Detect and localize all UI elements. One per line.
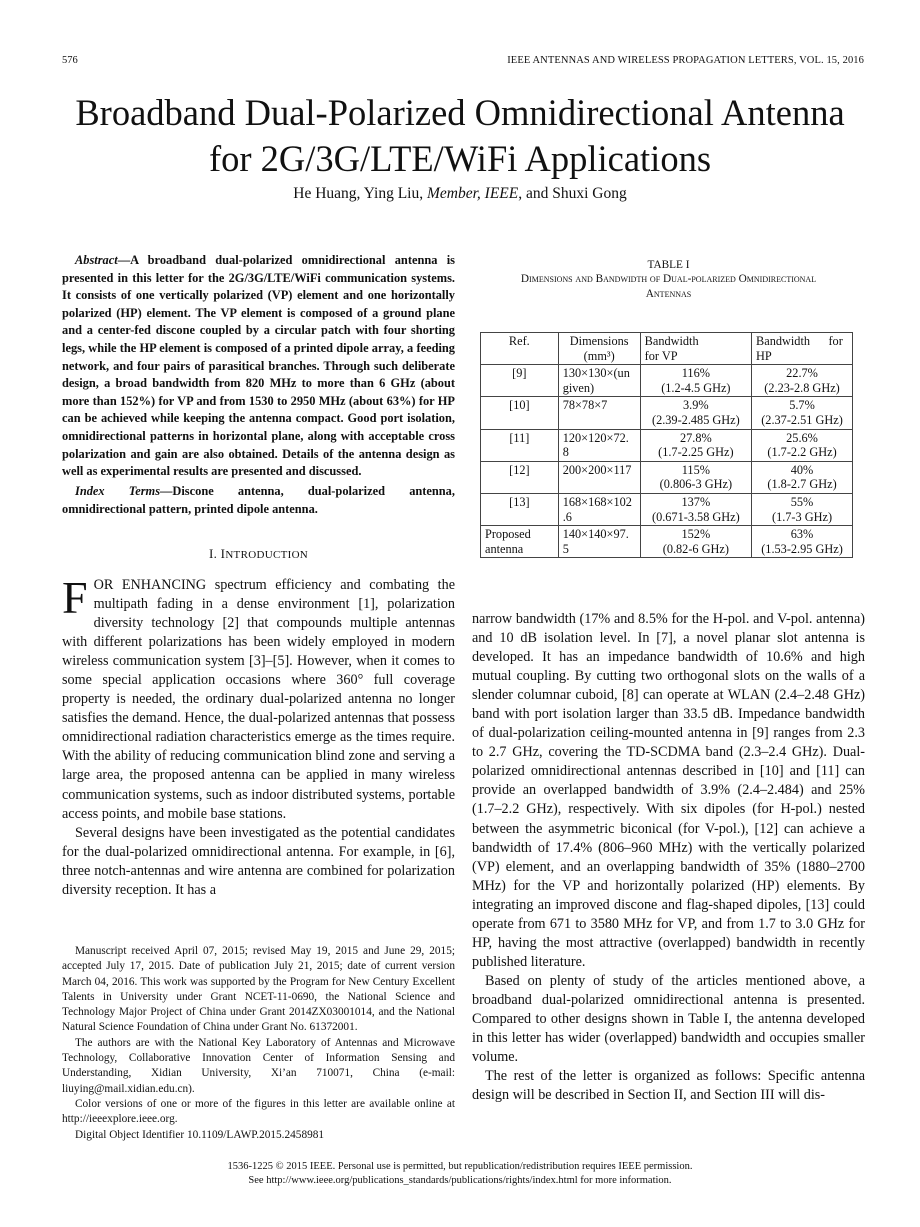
cell-bandwidth-vp: 152% (0.82-6 GHz)	[640, 526, 751, 558]
footnote-received: Manuscript received April 07, 2015; revised May 19, 2015 and June 29, 2015; accepted July 17, 2015. Date of publication July 21, 2015; date of current version March 04, 2016. This work was supported by the Program for New Century Excellent Talents in University under Grant NCET-11-0690, the National Science and Technology Major Project of China under Grant 2014ZX03001014, and the National Natural Science Foundation of China under Grant No. 61372001.	[62, 945, 455, 1034]
table-label: TABLE I	[647, 259, 690, 271]
table-caption-line-2: Antennas	[645, 287, 692, 300]
cell-bandwidth-hp: 25.6% (1.7-2.2 GHz)	[752, 429, 853, 461]
cell-ref: [12]	[481, 461, 559, 493]
author-list: He Huang, Ying Liu, Member, IEEE, and Shuxi Gong	[293, 185, 627, 202]
right-column-body	[472, 610, 865, 1105]
cell-dimensions: 200×200×117	[558, 461, 640, 493]
intro-paragraph-2: Several designs have been investigated as the potential candidates for the dual-polarized omnidirectional antenna. For example, in [6], three notch-antennas and wire antenna are combined for polarization diversity reception. It has a	[62, 824, 455, 898]
cell-ref: Proposed antenna	[481, 526, 559, 558]
dimensions-table	[480, 332, 853, 558]
abstract	[62, 252, 455, 481]
cell-dimensions: 120×120×72. 8	[558, 429, 640, 461]
table-row	[481, 365, 853, 397]
section-heading-introduction	[62, 546, 455, 562]
author-names: He Huang, Ying Liu	[293, 185, 420, 202]
index-terms	[62, 483, 455, 518]
abstract-text: —A broadband dual-polarized omnidirectional antenna is presented in this letter for the 2G/3G/LTE/WiFi communication systems. It consists of one vertically polarized (VP) element and one horizontally polarized (HP) element. The VP element is composed of a ground plane and a center-fed discone coupled by a circular patch with four shorting legs, while the HP element is composed of a printed dipole array, a feeding network, and four pairs of parasitical branches. Through such deliberate design, a broad bandwidth from 820 MHz to more than 6 GHz (about more than 152%) for VP and from 1530 to 2950 MHz (about 63%) for HP can be achieved while keeping the antenna compact. Good port isolation, omnidirectional patterns in horizontal plane, along with acceptable cross polarization and gain are also obtained. Details of the antenna design as well as experimental results are presented and discussed.	[62, 253, 455, 479]
table-row	[481, 429, 853, 461]
cell-bandwidth-hp: 22.7% (2.23-2.8 GHz)	[752, 365, 853, 397]
cell-bandwidth-hp: 55% (1.7-3 GHz)	[752, 493, 853, 525]
header-ref: Ref.	[481, 333, 559, 365]
footnote-color: Color versions of one or more of the figures in this letter are available online at http://ieeexplore.ieee.org.	[62, 1097, 455, 1126]
intro-paragraph-1	[62, 572, 455, 824]
copyright-notice	[0, 1160, 920, 1188]
table-row	[481, 526, 853, 558]
right-paragraph-1: narrow bandwidth (17% and 8.5% for the H-pol. and V-pol. antenna) and 10 dB isolation level. In [7], a novel planar slot antenna is developed. It has an impedance bandwidth of 10.6% and high mutual coupling. By cutting two orthogonal slots on the walls of a slender columnar cuboid, [8] can operate at WLAN (2.4–2.48 GHz) band with port isolation larger than 33.5 dB. Impedance bandwidth of dual-polarization ceiling-mounted antenna in [9] ranges from 2.3 to 2.7 GHz, covering the TD-SCDMA band (2.3–2.4 GHz). Dual-polarized omnidirectional antennas described in [10] and [11] can provide an overlapped bandwidth of 3.9% (2.4–2.484) and 25% (1.7–2.2 GHz), respectively. With six dipoles (for H-pol.) nested between the asymmetric biconical (for V-pol.), [12] can achieve a bandwidth of 17.4% (806–960 MHz) with the vertically polarized (VP) element, and an overlapping bandwidth of 35% (1880–2700 MHz) for the VP and horizontally polarized (HP) elements. By integrating an improved discone and flag-shaped dipoles, [13] could operate from 671 to 3580 MHz for VP, and from 1.7 to 3.0 GHz for HP, having the most attractive (overlapped) bandwidth in recently published literature.	[472, 611, 865, 970]
cell-bandwidth-vp: 137% (0.671-3.58 GHz)	[640, 493, 751, 525]
table-row	[481, 493, 853, 525]
header-dimensions: Dimensions (mm³)	[558, 333, 640, 365]
introduction-body	[62, 572, 455, 900]
cell-ref: [9]	[481, 365, 559, 397]
author-names-rest: , and Shuxi Gong	[518, 185, 627, 202]
copyright-line-1: 1536-1225 © 2015 IEEE. Personal use is permitted, but republication/redistribution requires IEEE permission.	[227, 1161, 693, 1172]
cell-bandwidth-vp: 116% (1.2-4.5 GHz)	[640, 365, 751, 397]
footnotes	[62, 944, 455, 1143]
cell-dimensions: 168×168×102 .6	[558, 493, 640, 525]
cell-bandwidth-vp: 27.8% (1.7-2.25 GHz)	[640, 429, 751, 461]
cell-bandwidth-hp: 40% (1.8-2.7 GHz)	[752, 461, 853, 493]
table-row	[481, 461, 853, 493]
right-paragraph-3: The rest of the letter is organized as follows: Specific antenna design will be described in Section II, and Section III will dis-	[472, 1068, 865, 1104]
drop-cap: F	[62, 572, 88, 623]
header-bandwidth-vp: Bandwidth for VP	[640, 333, 751, 365]
section-numeral: I.	[208, 546, 221, 561]
index-terms-lead: Index Terms	[75, 484, 161, 498]
paper-title	[0, 90, 920, 182]
table-caption-line-1: Dimensions and Bandwidth of Dual-polarized Omnidirectional	[520, 273, 817, 286]
cell-bandwidth-vp: 115% (0.806-3 GHz)	[640, 461, 751, 493]
table-caption	[472, 258, 865, 301]
title-line-1: Broadband Dual-Polarized Omnidirectional Antenna	[75, 92, 845, 133]
cell-dimensions: 140×140×97. 5	[558, 526, 640, 558]
cell-bandwidth-hp: 5.7% (2.37-2.51 GHz)	[752, 397, 853, 429]
right-paragraph-2: Based on plenty of study of the articles mentioned above, a broadband dual-polarized omnidirectional antenna is presented. Compared to other designs shown in Table I, the antenna developed in this letter has wider (overlapped) bandwidth and occupies smaller volume.	[472, 972, 865, 1066]
cell-dimensions: 78×78×7	[558, 397, 640, 429]
author-membership: Member, IEEE	[427, 185, 519, 202]
section-initial: I	[220, 546, 226, 561]
cell-bandwidth-vp: 3.9% (2.39-2.485 GHz)	[640, 397, 751, 429]
copyright-line-2: See http://www.ieee.org/publications_standards/publications/rights/index.html for more information.	[248, 1175, 672, 1186]
footnote-doi: Digital Object Identifier 10.1109/LAWP.2015.2458981	[75, 1128, 325, 1141]
table-row	[481, 397, 853, 429]
cell-ref: [11]	[481, 429, 559, 461]
title-line-2: for 2G/3G/LTE/WiFi Applications	[208, 138, 712, 179]
table-header-row	[481, 333, 853, 365]
footnote-affiliation: The authors are with the National Key Laboratory of Antennas and Microwave Technology, Collaborative Innovation Center of Information Sensing and Understanding, Xidian University, Xi’an 710071, China (e-mail: liuying@mail.xidian.edu.cn).	[62, 1036, 455, 1095]
cell-dimensions: 130×130×(un given)	[558, 365, 640, 397]
intro-paragraph-1-text: OR ENHANCING spectrum efficiency and combating the multipath fading in a dense environment [1], polarization diversity technology [2] that compounds multiple antennas with different polarizations has been widely employed in modern wireless communication system [3]–[5]. However, when it comes to some special application occasions where 360° full coverage property is needed, the ordinary dual-polarized antenna no longer satisfies the demand. Hence, the dual-polarized antennas that possess omnidirectional radiation characteristics emerge as the times require. With the ability of reducing communication blind zone and serving a large area, the proposed antenna can be applied in many wireless communication systems, such as indoor distributed systems, portable access points, and mobile base stations.	[62, 577, 455, 822]
running-header: IEEE ANTENNAS AND WIRELESS PROPAGATION LETTERS, VOL. 15, 2016	[507, 55, 864, 66]
index-terms-text: —Discone antenna, dual-polarized antenna, omnidirectional pattern, printed dipole antenna.	[62, 484, 455, 516]
cell-bandwidth-hp: 63% (1.53-2.95 GHz)	[752, 526, 853, 558]
abstract-lead: Abstract	[75, 253, 118, 267]
cell-ref: [13]	[481, 493, 559, 525]
cell-ref: [10]	[481, 397, 559, 429]
header-bandwidth-hp: Bandwidth for HP	[752, 333, 853, 365]
section-title: NTRODUCTION	[225, 549, 309, 561]
page-number: 576	[62, 55, 78, 66]
